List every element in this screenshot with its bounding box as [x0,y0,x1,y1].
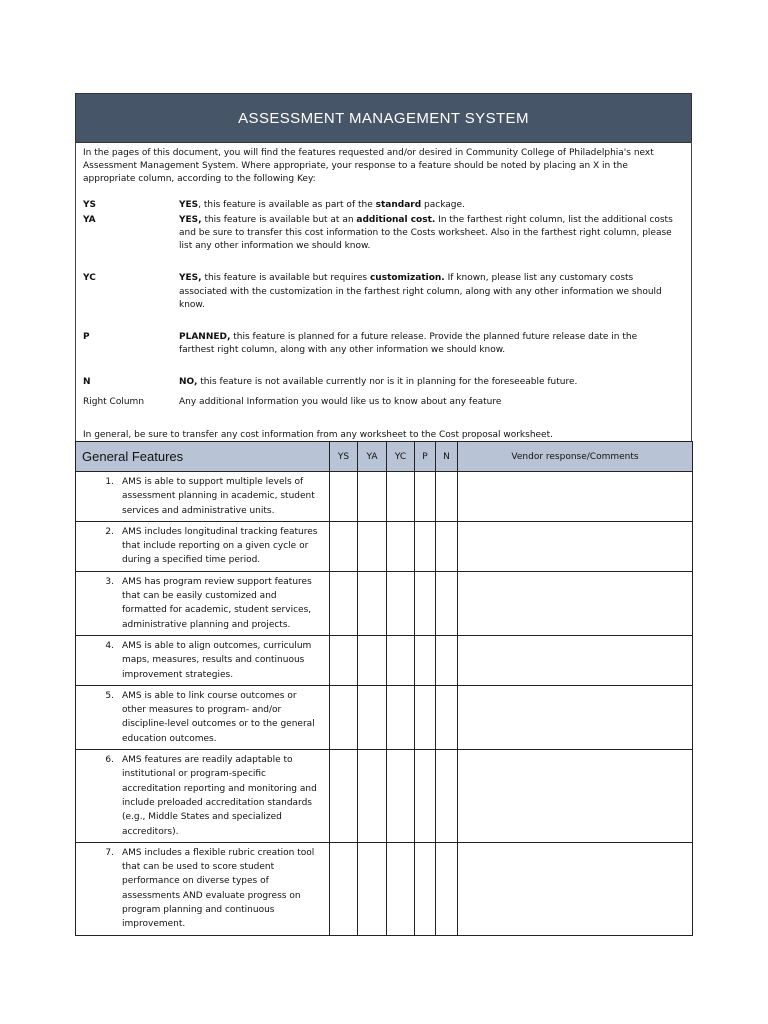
key-ya [83,214,685,254]
key-description: YES, this feature is available but requires customization. If known, please list any customary costs associated with the customization in the farthest right column, along with any other information we should know. [179,273,662,310]
response-cell-ya[interactable] [358,750,387,843]
column-header-yc: YC [387,442,415,472]
response-cell-p[interactable] [415,842,436,935]
key-code: YS [83,199,96,210]
response-cell-ys[interactable] [330,842,358,935]
key-code: YA [83,214,96,225]
key-code: YC [83,273,96,284]
vendor-comment-cell[interactable] [458,571,693,635]
feature-number: 4. [105,640,114,651]
vendor-comment-cell[interactable] [458,842,693,935]
response-cell-p[interactable] [415,571,436,635]
response-cell-yc[interactable] [387,635,415,685]
response-cell-n[interactable] [436,635,458,685]
key-description: PLANNED, this feature is planned for a future release. Provide the planned future release date in the farthest right column, along with any other information we should know. [179,332,638,356]
table-row [76,521,693,571]
response-cell-ya[interactable] [358,472,387,522]
vendor-comment-cell[interactable] [458,635,693,685]
key-code: N [83,377,91,388]
key-description: YES, this feature is available but at an additional cost. In the farthest right column, list the additional costs and be sure to transfer this cost information to the Costs worksheet. Also in the farthest right column, please list any other information we should know. [179,214,673,252]
vendor-comment-cell[interactable] [458,685,693,749]
response-cell-n[interactable] [436,472,458,522]
response-cell-ys[interactable] [330,472,358,522]
key-yc [83,272,685,312]
feature-text: AMS is able to link course outcomes or other measures to program- and/or discipline-level outcomes or to the general education outcomes. [122,690,315,744]
response-cell-ys[interactable] [330,635,358,685]
response-cell-p[interactable] [415,685,436,749]
response-cell-p[interactable] [415,635,436,685]
response-cell-n[interactable] [436,842,458,935]
feature-number: 7. [105,847,114,858]
response-cell-yc[interactable] [387,750,415,843]
response-cell-yc[interactable] [387,571,415,635]
key-description: YES, this feature is available as part of the standard package. [179,199,465,210]
response-cell-n[interactable] [436,521,458,571]
table-row [76,472,693,522]
instructions-box [75,142,692,442]
column-header-ya: YA [358,442,387,472]
page-title: ASSESSMENT MANAGEMENT SYSTEM [238,109,529,127]
feature-text: AMS includes a flexible rubric creation tool that can be used to score student performance on diverse types of assessments AND evaluate progress on program planning and continuous improvement. [122,847,315,930]
key-ys [83,199,685,212]
table-row [76,635,693,685]
response-cell-ya[interactable] [358,521,387,571]
response-cell-ya[interactable] [358,635,387,685]
table-header-row [76,442,693,472]
table-row [76,750,693,843]
response-cell-ys[interactable] [330,750,358,843]
feature-description-cell [76,685,330,749]
title-banner [75,93,692,143]
column-header-p: P [415,442,436,472]
vendor-comment-cell[interactable] [458,750,693,843]
response-cell-yc[interactable] [387,472,415,522]
key-n [83,376,685,389]
response-cell-ys[interactable] [330,685,358,749]
feature-description-cell [76,842,330,935]
response-cell-p[interactable] [415,472,436,522]
key-right-column [83,396,685,409]
response-cell-n[interactable] [436,571,458,635]
feature-number: 2. [105,526,114,537]
response-cell-ya[interactable] [358,842,387,935]
response-cell-p[interactable] [415,750,436,843]
key-code: P [83,332,90,343]
feature-description-cell [76,521,330,571]
section-heading: General Features [76,442,330,472]
response-cell-yc[interactable] [387,842,415,935]
response-cell-p[interactable] [415,521,436,571]
table-row [76,685,693,749]
response-cell-yc[interactable] [387,685,415,749]
document-page [75,93,692,936]
response-cell-ys[interactable] [330,521,358,571]
response-cell-n[interactable] [436,750,458,843]
key-description: Any additional Information you would like us to know about any feature [179,396,502,407]
feature-text: AMS features are readily adaptable to institutional or program-specific accreditation reporting and monitoring and include preloaded accreditation standards (e.g., Middle States and specialized accreditors). [122,755,317,837]
column-header-comments: Vendor response/Comments [458,442,693,472]
feature-number: 3. [105,576,114,587]
response-cell-ys[interactable] [330,571,358,635]
feature-number: 6. [105,755,114,766]
response-cell-yc[interactable] [387,521,415,571]
table-row [76,571,693,635]
key-code: Right Column [83,396,145,407]
feature-description-cell [76,750,330,843]
feature-text: AMS is able to align outcomes, curriculum maps, measures, results and continuous improvement strategies. [122,640,312,680]
intro-paragraph: In the pages of this document, you will find the features requested and/or desired in Community College of Philadelphia's next Assessment Management System. Where appropriate, your response to a feature should be noted by placing an X in the appropriate column, according to the following Key: [83,148,654,185]
response-cell-ya[interactable] [358,685,387,749]
response-cell-ya[interactable] [358,571,387,635]
column-header-ys: YS [330,442,358,472]
feature-description-cell [76,472,330,522]
key-description: NO, this feature is not available currently nor is it in planning for the foreseeable future. [179,377,578,388]
features-table [75,441,693,936]
feature-text: AMS has program review support features that can be easily customized and formatted for academic, student services, administrative planning and projects. [122,576,312,630]
feature-number: 5. [105,690,114,701]
feature-text: AMS includes longitudinal tracking features that include reporting on a given cycle or during a specified time period. [122,526,318,566]
table-row [76,842,693,935]
feature-description-cell [76,571,330,635]
feature-description-cell [76,635,330,685]
feature-text: AMS is able to support multiple levels of assessment planning in academic, student services and administrative units. [122,477,315,516]
feature-number: 1. [105,477,114,487]
vendor-comment-cell[interactable] [458,472,693,522]
vendor-comment-cell[interactable] [458,521,693,571]
column-header-n: N [436,442,458,472]
general-note: In general, be sure to transfer any cost information from any worksheet to the Cost proposal worksheet. [83,429,553,440]
key-p [83,331,685,357]
response-cell-n[interactable] [436,685,458,749]
